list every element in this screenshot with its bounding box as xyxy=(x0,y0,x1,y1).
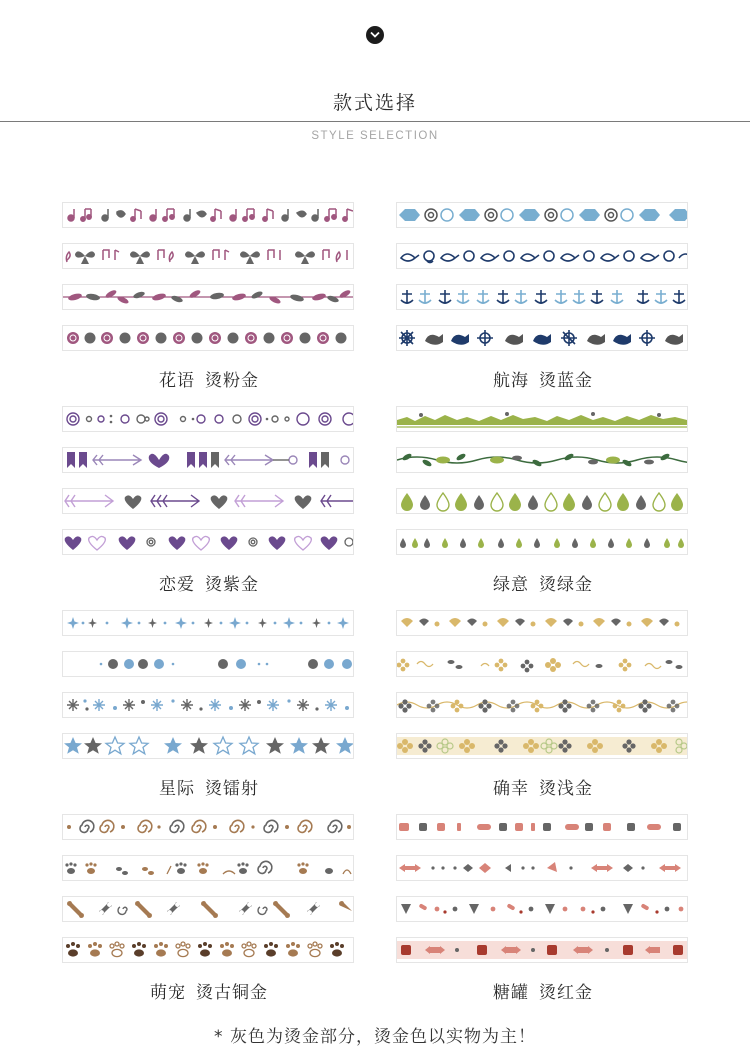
washi-tape-sample xyxy=(396,202,688,228)
style-group-happiness[interactable] xyxy=(396,610,690,799)
washi-tape-sample xyxy=(62,651,354,677)
washi-tape-sample xyxy=(396,325,688,351)
washi-tape-sample xyxy=(396,284,688,310)
style-finish: 烫古铜金 xyxy=(196,983,268,1003)
washi-tape-sample xyxy=(62,692,354,718)
washi-tape-sample xyxy=(62,325,354,351)
washi-tape-sample xyxy=(62,406,354,432)
style-name: 糖罐 xyxy=(493,983,529,1003)
style-group-interstellar[interactable] xyxy=(62,610,356,799)
style-group-love[interactable] xyxy=(62,406,356,595)
style-caption xyxy=(62,570,356,595)
washi-tape-sample xyxy=(62,447,354,473)
washi-tape-sample xyxy=(396,243,688,269)
style-name: 恋爱 xyxy=(159,575,195,595)
washi-tape-sample xyxy=(396,447,688,473)
style-caption xyxy=(62,774,356,799)
washi-tape-sample xyxy=(396,733,688,759)
style-finish: 烫蓝金 xyxy=(539,371,593,391)
header-divider xyxy=(0,121,750,122)
washi-tape-sample xyxy=(62,814,354,840)
style-name: 花语 xyxy=(159,371,195,391)
washi-tape-sample xyxy=(396,855,688,881)
washi-tape-sample xyxy=(62,529,354,555)
style-finish: 烫粉金 xyxy=(205,371,259,391)
style-finish: 烫紫金 xyxy=(205,575,259,595)
style-name: 星际 xyxy=(159,779,195,799)
washi-tape-sample xyxy=(62,937,354,963)
washi-tape-sample xyxy=(62,896,354,922)
washi-tape-sample xyxy=(396,406,688,432)
washi-tape-sample xyxy=(396,610,688,636)
page-subtitle: STYLE SELECTION xyxy=(311,130,439,142)
chevron-down-icon xyxy=(366,26,384,44)
washi-tape-sample xyxy=(62,243,354,269)
style-name: 萌宠 xyxy=(150,983,186,1003)
style-group-candy-jar[interactable] xyxy=(396,814,690,1003)
washi-tape-sample xyxy=(396,937,688,963)
footnote: * 灰色为烫金部分，烫金色以实物为主！ xyxy=(214,1027,536,1047)
style-caption xyxy=(62,978,356,1003)
washi-tape-sample xyxy=(396,692,688,718)
washi-tape-sample xyxy=(396,814,688,840)
style-caption xyxy=(396,366,690,391)
style-group-pets[interactable] xyxy=(62,814,356,1003)
style-name: 航海 xyxy=(493,371,529,391)
washi-tape-sample xyxy=(396,896,688,922)
washi-tape-sample xyxy=(396,529,688,555)
style-caption xyxy=(396,774,690,799)
style-group-floral[interactable] xyxy=(62,202,356,391)
style-name: 确幸 xyxy=(493,779,529,799)
washi-tape-sample xyxy=(62,855,354,881)
washi-tape-sample xyxy=(62,202,354,228)
style-group-greenery[interactable] xyxy=(396,406,690,595)
style-caption xyxy=(396,570,690,595)
washi-tape-sample xyxy=(396,651,688,677)
washi-tape-sample xyxy=(62,284,354,310)
style-finish: 烫镭射 xyxy=(205,779,259,799)
washi-tape-sample xyxy=(62,610,354,636)
washi-tape-sample xyxy=(396,488,688,514)
style-finish: 烫红金 xyxy=(539,983,593,1003)
style-group-nautical[interactable] xyxy=(396,202,690,391)
style-caption xyxy=(62,366,356,391)
style-finish: 烫浅金 xyxy=(539,779,593,799)
style-finish: 烫绿金 xyxy=(539,575,593,595)
washi-tape-sample xyxy=(62,733,354,759)
style-caption xyxy=(396,978,690,1003)
page-title: 款式选择 xyxy=(332,92,417,114)
style-name: 绿意 xyxy=(493,575,529,595)
washi-tape-sample xyxy=(62,488,354,514)
